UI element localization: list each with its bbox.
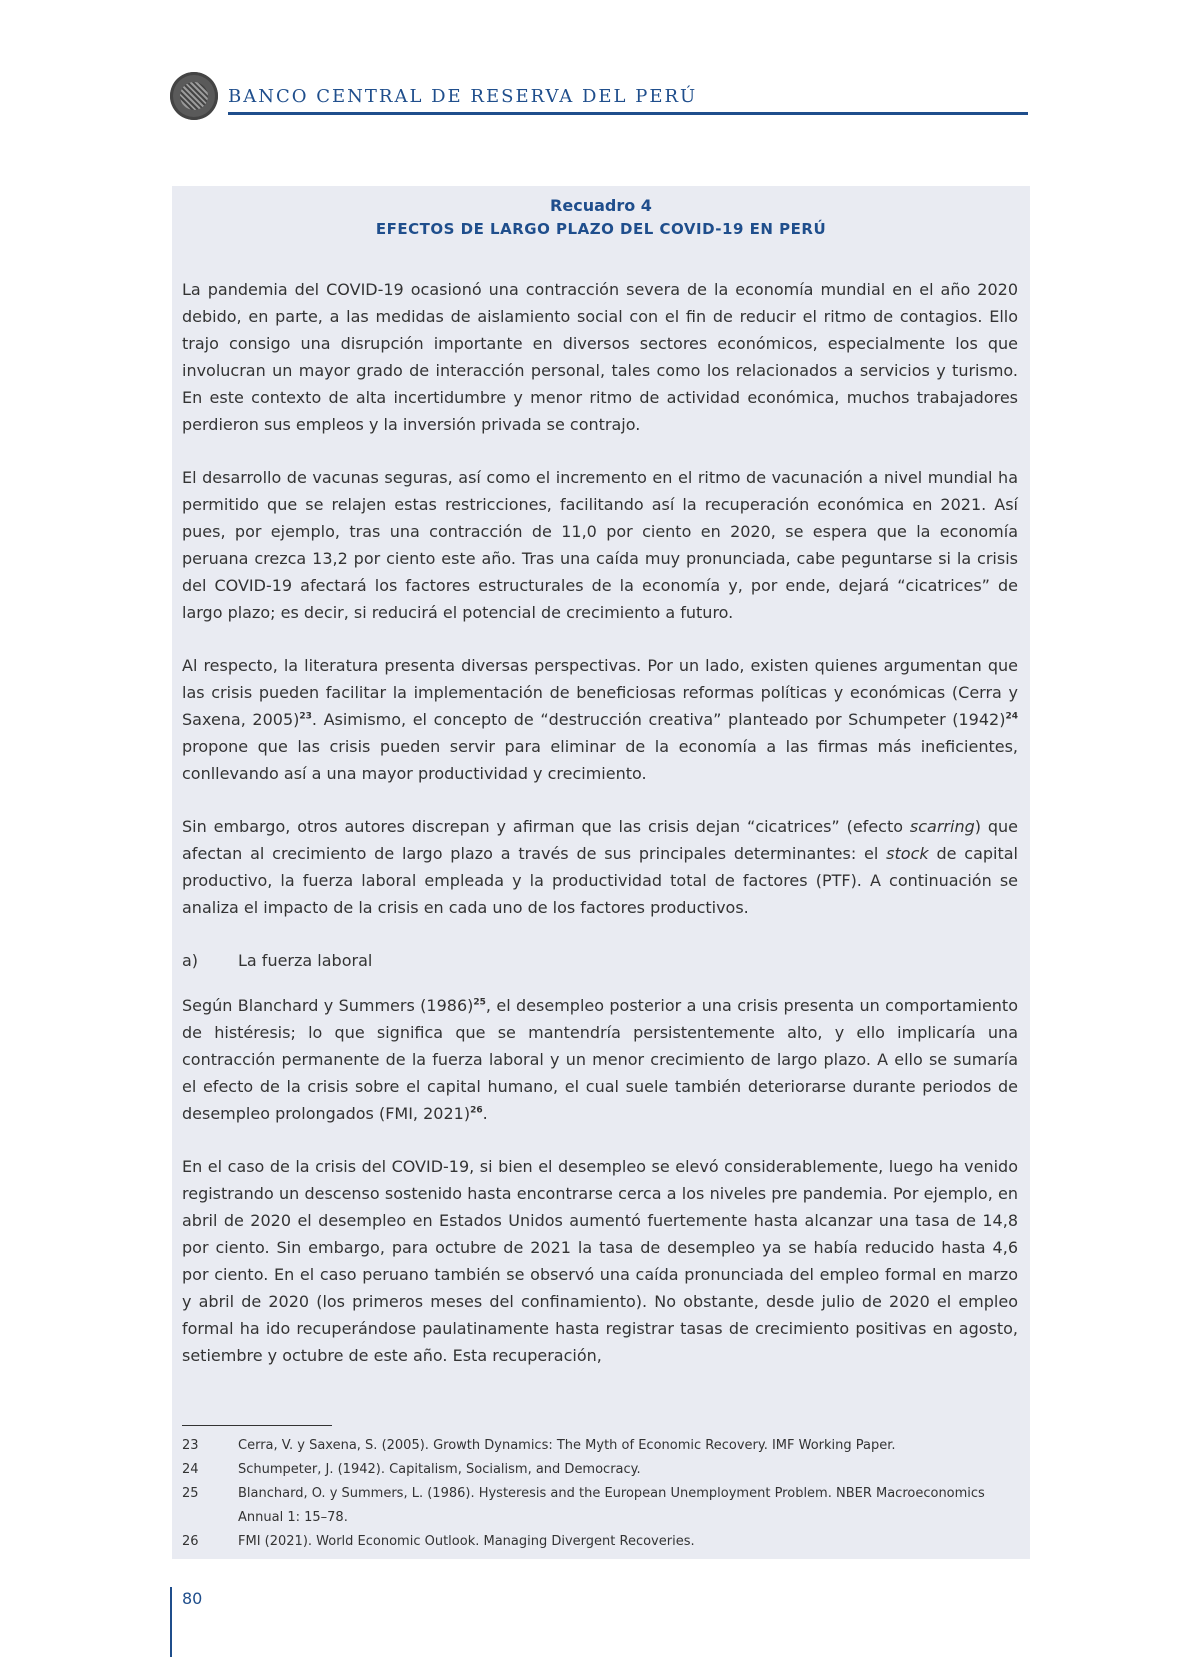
footnote-text: FMI (2021). World Economic Outlook. Managing Divergent Recoveries. [238,1534,695,1549]
paragraph-1: La pandemia del COVID-19 ocasionó una contracción severa de la economía mundial en el año 2020 debido, en parte, a las medidas de aislamiento social con el fin de reducir el ritmo de contagios. Ello trajo consigo una disrupción importante en diversos sectores económicos, especialmente los que involucran un mayor grado de interacción personal, tales como los relacionados a servicios y turismo. En este contexto de alta incertidumbre y menor ritmo de actividad económica, muchos trabajadores perdieron sus empleos y la inversión privada se contrajo. [182,280,1018,434]
sub-paragraph-2: En el caso de la crisis del COVID-19, si bien el desempleo se elevó considerablemente, luego ha venido registrando un descenso sostenido hasta encontrarse cerca a los niveles pre pandemia. Por ejemplo, en abril de 2020 el desempleo en Estados Unidos aumentó fuertemente hasta alcanzar una tasa de 14,8 por ciento. Sin embargo, para octubre de 2021 la tasa de desempleo ya se había reducido hasta 4,6 por ciento. En el caso peruano también se observó una caída pronunciada del empleo formal en marzo y abril de 2020 (los primeros meses del confinamiento). No obstante, desde julio de 2020 el empleo formal ha ido recuperándose paulatinamente hasta registrar tasas de crecimiento positivas en agosto, setiembre y octubre de este año. Esta recuperación, [182,1157,1018,1365]
body-text [182,276,1018,1395]
paragraph-3: Al respecto, la literatura presenta diversas perspectivas. Por un lado, existen quienes argumentan que las crisis pueden facilitar la implementación de beneficiosas reformas políticas y económicas (Cerra y Saxena, 2005)$^{23}$. Asimismo, el concepto de “destrucción creativa” planteado por Schumpeter $(1942)^{24}$ propone que las crisis pueden servir para eliminar de la economía a las firmas más ineficientes, conllevando así a una mayor productividad y crecimiento. [182,656,1018,783]
page-number-bar [170,1587,172,1657]
footnote-ref-24[interactable]: 24 [1005,711,1018,722]
footnote-number: 24 [182,1462,199,1477]
list-label: La fuerza laboral [238,951,373,970]
footnote-ref-26[interactable]: 26 [470,1105,483,1116]
paragraph-4: Sin embargo, otros autores discrepan y afirman que las crisis dejan “cicatrices” (efecto scarring) que afectan al crecimiento de largo plazo a través de sus principales determinantes: el stock de capital productivo, la fuerza laboral empleada y la productividad total de factores (PTF). A continuación se analiza el impacto de la crisis en cada uno de los factores productivos. [182,817,1019,917]
footnote-number: 25 [182,1486,199,1501]
footnote [182,1434,1018,1458]
page-number: 80 [182,1589,203,1608]
footnote-text: Cerra, V. y Saxena, S. (2005). Growth Dynamics: The Myth of Economic Recovery. IMF Working Paper. [238,1438,896,1453]
footnote [182,1458,1018,1482]
bank-name: BANCO CENTRAL DE RESERVA DEL PERÚ [228,86,698,107]
footnote-ref-25[interactable]: 25 [473,997,486,1008]
footnotes [182,1434,1018,1554]
header-rule [228,112,1028,115]
footnote-number: 26 [182,1534,199,1549]
footnote-rule [182,1425,332,1426]
bcrp-seal-icon [170,72,218,120]
box-subtitle: EFECTOS DE LARGO PLAZO DEL COVID-19 EN PERÚ [375,220,827,238]
footnote [182,1482,1018,1530]
list-marker: a) [182,951,199,970]
footnote-ref-23[interactable]: 23 [299,711,312,722]
footnote-text: Blanchard, O. y Summers, L. (1986). Hysteresis and the European Unemployment Problem. NBER Macroeconomics Annual 1: 15–78. [238,1486,985,1525]
recuadro-box [172,186,1030,1559]
paragraph-2: El desarrollo de vacunas seguras, así como el incremento en el ritmo de vacunación a nivel mundial ha permitido que se relajen estas restricciones, facilitando así la recuperación económica en 2021. Así pues, por ejemplo, tras una contracción de 11,0 por ciento en 2020, se espera que la economía peruana crezca 13,2 por ciento este año. Tras una caída muy pronunciada, cabe peguntarse si la crisis del COVID-19 afectará los factores estructurales de la economía y, por ende, dejará “cicatrices” de largo plazo; es decir, si reducirá el potencial de crecimiento a futuro. [182,468,1018,622]
footnote-number: 23 [182,1438,199,1453]
list-item [182,947,1018,974]
footnote [182,1530,1018,1554]
box-title: Recuadro 4 [550,196,652,215]
page-header [170,72,1028,128]
footnote-text: Schumpeter, J. (1942). Capitalism, Socialism, and Democracy. [238,1462,641,1477]
sub-paragraph-1: Según Blanchard y Summers $(1986)^{25}$, el desempleo posterior a una crisis presenta un comportamiento de histéresis; lo que significa que se mantendría persistentemente alto, y ello implicaría una contracción permanente de la fuerza laboral y un menor crecimiento de largo plazo. A ello se sumaría el efecto de la crisis sobre el capital humano, el cual suele también deteriorarse durante periodos de desempleo prolongados (FMI, 2021)$^{26}$. [182,996,1018,1123]
